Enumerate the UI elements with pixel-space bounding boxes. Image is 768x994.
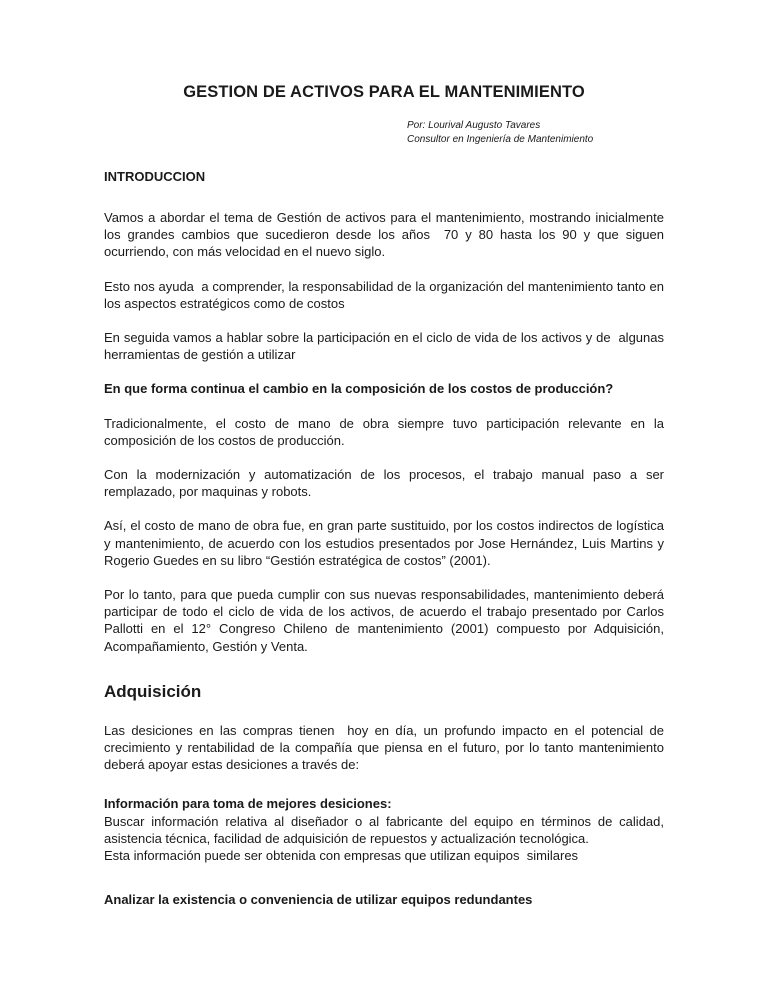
document-content [104, 82, 672, 908]
byline [104, 119, 664, 146]
paragraph-intro-1: Vamos a abordar el tema de Gestión de activos para el mantenimiento, mostrando inicialmente los grandes cambios que sucedieron desde los años 70 y 80 hasta los 90 y que siguen ocurriendo, con más velocidad en el nuevo siglo. [104, 210, 668, 260]
heading-question-costos: En que forma continua el cambio en la composición de los costos de producción? [104, 381, 614, 397]
heading-informacion-desiciones: Información para toma de mejores desiciones: [104, 796, 392, 812]
paragraph-costos-3: Así, el costo de mano de obra fue, en gran parte sustituido, por los costos indirectos de logística y mantenimiento, de acuerdo con los estudios presentados por Jose Hernández, Luis Martins y Rogerio Guedes en su libro “Gestión estratégica de costos” (2001). [104, 518, 668, 568]
paragraph-intro-2: Esto nos ayuda a comprender, la responsabilidad de la organización del mantenimiento tanto en los aspectos estratégicos como de costos [104, 278, 668, 311]
page-title: GESTION DE ACTIVOS PARA EL MANTENIMIENTO [183, 83, 585, 101]
heading-analizar-redundantes: Analizar la existencia o conveniencia de utilizar equipos redundantes [104, 892, 533, 908]
paragraph-costos-2: Con la modernización y automatización de los procesos, el trabajo manual paso a ser remplazado, por maquinas y robots. [104, 467, 668, 500]
heading-adquisicion: Adquisición [104, 681, 202, 701]
byline-role: Consultor en Ingeniería de Mantenimiento [407, 133, 594, 145]
paragraph-adquisicion-1: Las desiciones en las compras tienen hoy en día, un profundo impacto en el potencial de crecimiento y rentabilidad de la compañía que piensa en el futuro, por lo tanto mantenimiento deberá apoyar estas desiciones a través de: [104, 722, 668, 773]
paragraph-intro-3: En seguida vamos a hablar sobre la participación en el ciclo de vida de los activos y de algunas herramientas de gestión a utilizar [104, 330, 668, 363]
heading-introduccion: INTRODUCCION [104, 169, 206, 184]
paragraph-costos-4: Por lo tanto, para que pueda cumplir con sus nuevas responsabilidades, mantenimiento deberá participar de todo el ciclo de vida de los activos, de acuerdo el trabajo presentado por Carlos Pallotti en el 12° Congreso Chileno de mantenimiento (2001) compuesto por Adquisición, Acompañamiento, Gestión y Venta. [104, 587, 672, 654]
paragraph-informacion-2: Esta información puede ser obtenida con empresas que utilizan equipos similares [104, 848, 579, 864]
paragraph-informacion-1: Buscar información relativa al diseñador o al fabricante del equipo en términos de calidad, asistencia técnica, facilidad de adquisición de repuestos y actualización tecnológica. [104, 813, 668, 846]
paragraph-costos-1: Tradicionalmente, el costo de mano de obra siempre tuvo participación relevante en la composición de los costos de producción. [104, 415, 668, 448]
byline-author: Por: Lourival Augusto Tavares [407, 120, 541, 131]
